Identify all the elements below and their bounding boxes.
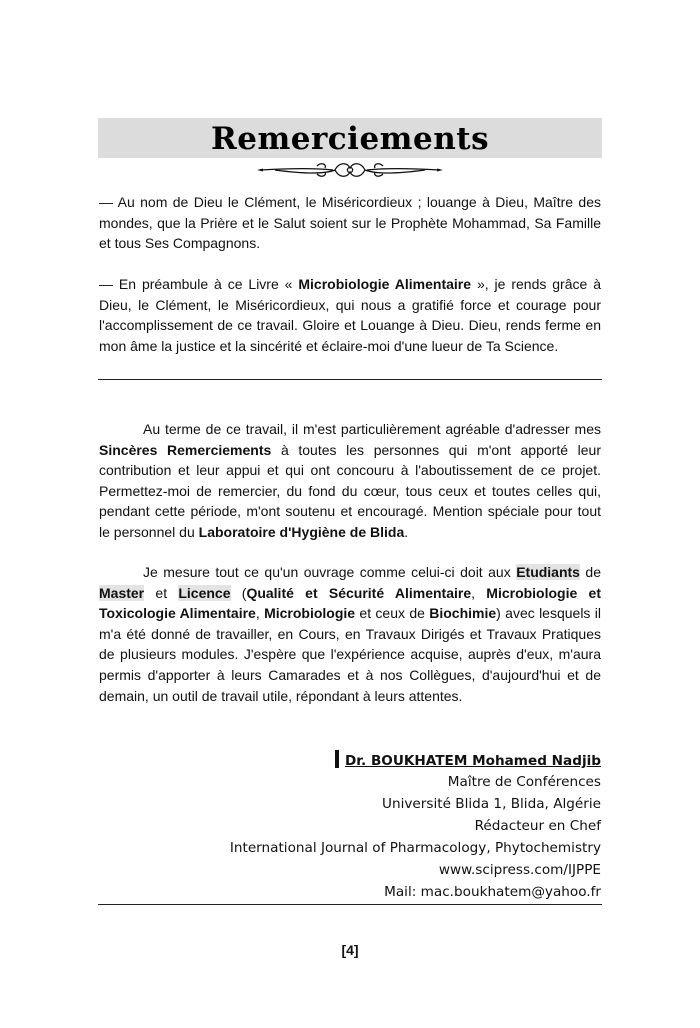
page-number: [4] <box>341 942 359 958</box>
page-title: Remerciements <box>210 121 490 157</box>
journal-name: International Journal of Pharmacology, Phytochemistry <box>229 840 601 856</box>
paragraph-invocation: — Au nom de Dieu le Clément, le Miséricordieux ; louange à Dieu, Maître des mondes, que la Prière et le Salut soient sur le Prophète Mohammad, Sa Famille et tous Ses Compagnons. <box>99 194 601 252</box>
signature-bar <box>335 750 339 768</box>
journal-website: www.scipress.com/IJPPE <box>438 862 601 878</box>
author-role: Maître de Conférences <box>447 774 601 790</box>
paragraph-students: Je mesure tout ce qu'un ouvrage comme celui-ci doit aux Etudiants de Master et Licence (Qualité et Sécurité Alimentaire, Microbiologie et Toxicologie Alimentaire, Microbiologie et ceux de Biochimie) avec lesquels il m'a été donné de travailler, en Cours, en Travaux Dirigés et Travaux Pratiques de plusieurs modules. J'espère que l'expérience acquise, auprès d'eux, m'aura permis d'apporter à leurs Camarades et à nos Collègues, d'aujourd'hui et de demain, un outil de travail utile, répondant à leurs attentes. <box>99 564 601 704</box>
author-email: Mail: mac.boukhatem@yahoo.fr <box>384 884 601 900</box>
paragraph-preamble: — En préambule à ce Livre « Microbiologie Alimentaire », je rends grâce à Dieu, le Clément, le Miséricordieux, qui nous a gratifié force et courage pour l'accomplissement de ce travail. Gloire et Louange à Dieu. Dieu, rends ferme en mon âme la justice et la sincérité et éclaire-moi d'une lueur de Ta Science. <box>99 276 601 354</box>
signature-name-line <box>99 750 601 772</box>
author-name: Dr. BOUKHATEM Mohamed Nadjib <box>345 753 601 769</box>
author-university: Université Blida 1, Blida, Algérie <box>382 796 601 812</box>
paragraph-thanks: Au terme de ce travail, il m'est particulièrement agréable d'adresser mes Sincères Remerciements à toutes les personnes qui m'ont apporté leur contribution et leur appui et qui ont concouru à l'aboutissement de ce projet. Permettez-moi de remercier, du fond du cœur, tous ceux et toutes celles qui, pendant cette période, m'ont soutenu et encouragé. Mention spéciale pour tout le personnel du Laboratoire d'Hygiène de Blida. <box>99 421 601 540</box>
author-editor-role: Rédacteur en Chef <box>474 818 601 834</box>
book-title: Microbiologie Alimentaire <box>298 276 472 292</box>
section-divider <box>98 379 602 380</box>
ornament-divider-icon <box>255 158 445 182</box>
signature-divider <box>98 904 602 905</box>
